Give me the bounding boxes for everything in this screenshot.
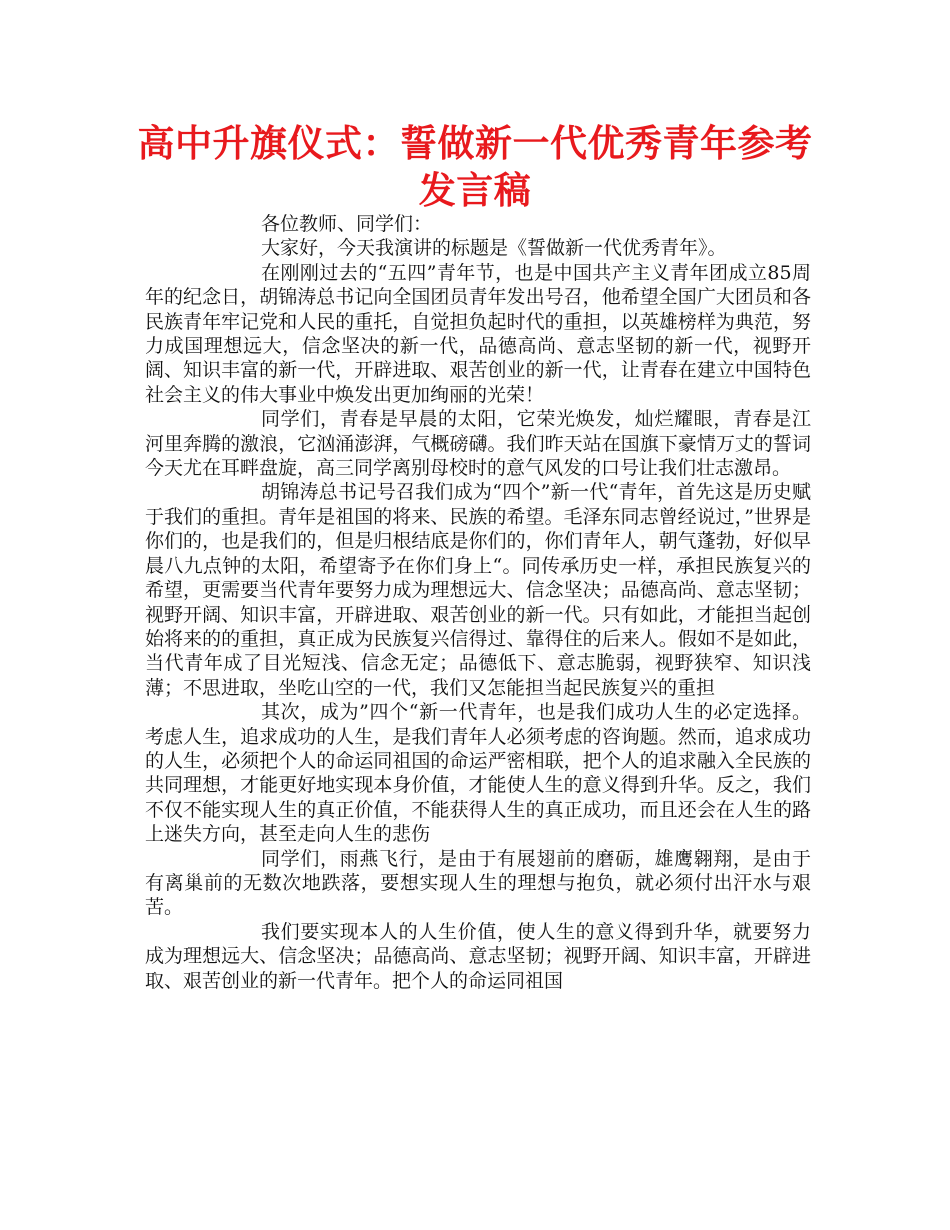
paragraph-life-value: 我们要实现本人的人生价值，使人生的意义得到升华，就要努力成为理想远大、信念坚决；品德高尚、意志坚韧；视野开阔、知识丰富，开辟进取、艰苦创业的新一代青年。把个人的命运同祖国 xyxy=(145,920,811,992)
paragraph-history-duty: 胡锦涛总书记号召我们成为“四个”新一代“青年，首先这是历史赋于我们的重担。青年是祖国的将来、民族的希望。毛泽东同志曾经说过，”世界是你们的，也是我们的，但是归根结底是你们的，你们青年人，朝气蓬勃，好似早晨八九点钟的太阳，希望寄予在你们身上“。同传承历史一样，承担民族复兴的希望，更需要当代青年要努力成为理想远大、信念坚决；品德高尚、意志坚韧；视野开阔、知识丰富，开辟进取、艰苦创业的新一代。只有如此，才能担当起创始将来的的重担，真正成为民族复兴信得过、靠得住的后来人。假如不是如此，当代青年成了目光短浅、信念无定；品德低下、意志脆弱，视野狭窄、知识浅薄；不思进取，坐吃山空的一代，我们又怎能担当起民族复兴的重担 xyxy=(145,481,811,699)
paragraph-eagle: 同学们，雨燕飞行，是由于有展翅前的磨砺，雄鹰翱翔，是由于有离巢前的无数次地跌落，要想实现人生的理想与抱负，就必须付出汗水与艰苦。 xyxy=(145,847,811,919)
paragraph-salutation: 各位教师、同学们： xyxy=(261,213,433,235)
paragraph-greeting: 大家好，今天我演讲的标题是《誓做新一代优秀青年》。 xyxy=(261,237,727,260)
paragraph-youth-day: 在刚刚过去的“五四”青年节，也是中国共产主义青年团成立85周年的纪念日，胡锦涛总书记向全国团员青年发出号召，他希望全国广大团员和各民族青年牢记党和人民的重托，自觉担负起时代的重担，以英雄榜样为典范，努力成国理想远大，信念坚决的新一代，品德高尚、意志坚韧的新一代，视野开阔、知识丰富的新一代，开辟进取、艰苦创业的新一代，让青春在建立中国特色社会主义的伟大事业中焕发出更加绚丽的光荣！ xyxy=(145,261,811,406)
document-title: 高中升旗仪式：誓做新一代优秀青年参考发言稿 xyxy=(137,122,813,212)
document-body xyxy=(145,212,811,993)
paragraph-life-choice: 其次，成为”四个“新一代青年，也是我们成功人生的必定选择。考虑人生，追求成功的人生，是我们青年人必须考虑的咨询题。然而，追求成功的人生，必须把个人的命运同祖国的命运严密相联，把个人的追求融入全民族的共同理想，才能更好地实现本身价值，才能使人生的意义得到升华。反之，我们不仅不能实现人生的真正价值，不能获得人生的真正成功，而且还会在人生的路上迷失方向，甚至走向人生的悲伤 xyxy=(145,701,811,846)
paragraph-youth-sun: 同学们，青春是早晨的太阳，它荣光焕发，灿烂耀眼，青春是江河里奔腾的激浪，它汹涌澎湃，气概磅礴。我们昨天站在国旗下豪情万丈的誓词今天尤在耳畔盘旋，高三同学离别母校时的意气风发的口号让我们壮志激昂。 xyxy=(145,408,811,480)
